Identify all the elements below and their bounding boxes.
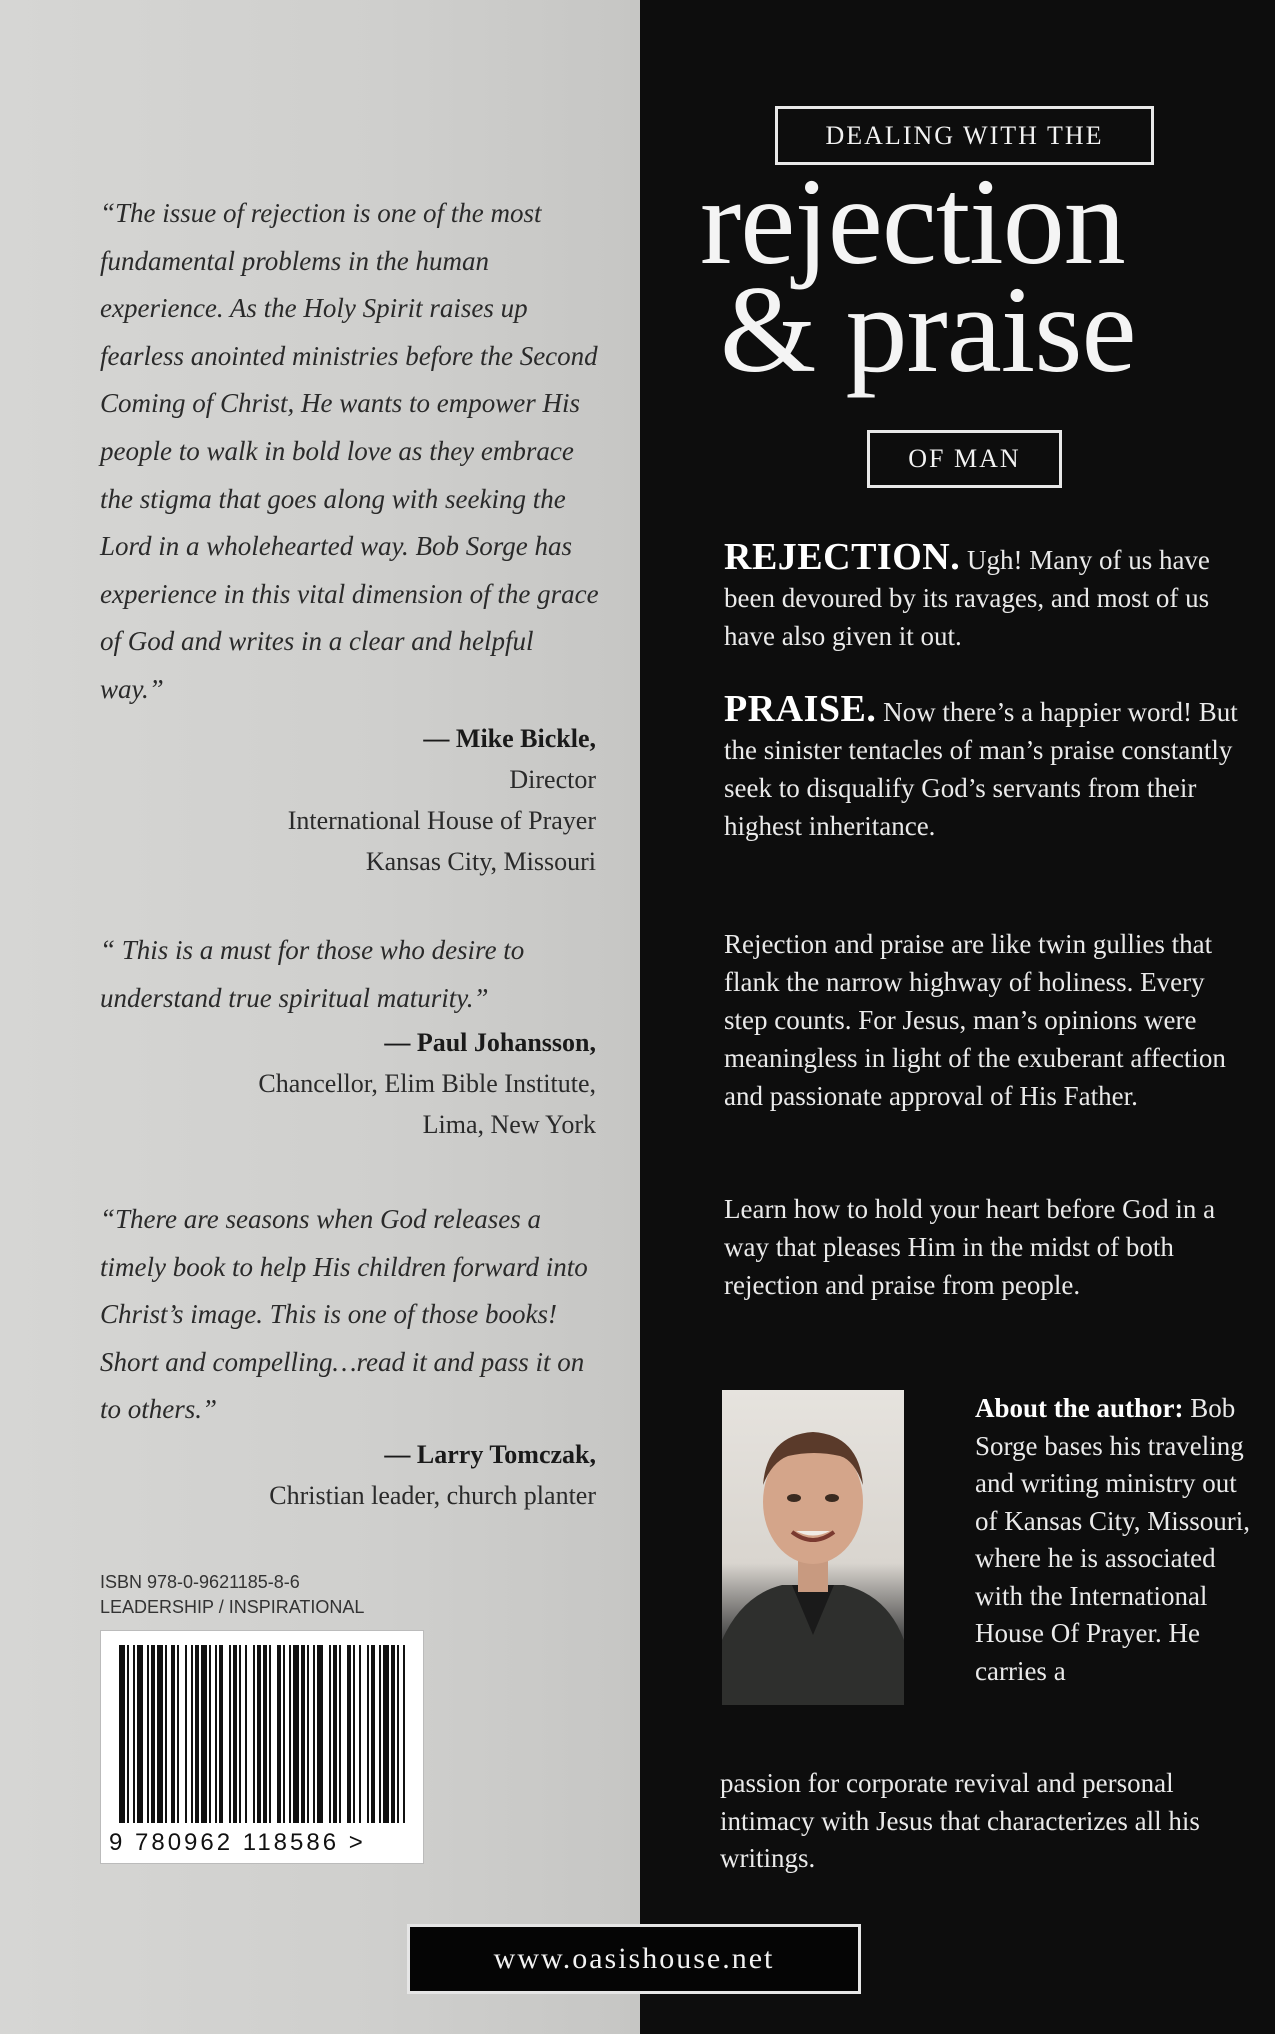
endorser-role-line: Christian leader, church planter [269,1480,596,1510]
title-suffix: OF MAN [867,430,1062,488]
description-paragraph: Rejection and praise are like twin gullies that flank the narrow highway of holiness. Every step counts. For Jesus, man’s opinions were meaningless in light of the exuberant affection and passionate approval of His Father. [724,929,1226,1111]
title-prefix: DEALING WITH THE [775,106,1154,165]
endorsement-quote: “There are seasons when God releases a timely book to help His children forward into Christ’s image. This is one of those books! Short and compelling…read it and pass it on to others.” [100,1204,588,1425]
endorsement-paul-johansson [100,927,600,1145]
endorser-role-line: Chancellor, Elim Bible Institute, [258,1069,596,1099]
barcode-digits: 9 780962 118586 > [109,1829,366,1856]
author-portrait-icon [722,1390,904,1705]
endorser-name: — Paul Johansson, [384,1028,596,1058]
book-category: LEADERSHIP / INSPIRATIONAL [100,1597,365,1617]
endorser-role-line: Lima, New York [422,1110,596,1140]
isbn-info [100,1570,364,1620]
author-bio [975,1390,1255,1690]
endorsement-quote: “ This is a must for those who desire to understand true spiritual maturity.” [100,935,525,1013]
description-paragraph [724,690,1244,845]
author-photo [722,1390,904,1705]
description-lead: REJECTION. [724,536,961,578]
endorsement-quote: “The issue of rejection is one of the most fundamental problems in the human experience. As the Holy Spirit raises up fearless anointed ministries before the Second Coming of Christ, He wants to empower His people to walk in bold love as they embrace the stigma that goes along with seeking the Lord in a wholehearted way. Bob Sorge has experience in this vital dimension of the grace of God and writes in a clear and helpful way.” [100,198,599,704]
description-text: Ugh! Many of us have been devoured by its ravages, and most of us have also given it out. [724,545,1210,651]
author-bio-text: Bob Sorge bases his traveling and writing ministry out of Kansas City, Missouri, where he is associated with the International House Of Prayer. He carries a [975,1393,1250,1686]
endorsement-attribution [100,1434,600,1516]
book-title-line: rejection [700,153,1125,290]
endorsement-attribution [100,1022,600,1145]
endorsement-attribution [100,718,600,882]
endorser-role-line: International House of Prayer [287,805,596,835]
description-lead: PRAISE. [724,688,877,730]
description-paragraph [724,538,1244,655]
endorsement-mike-bickle [100,190,600,882]
author-bio-lead: About the author: [975,1393,1184,1423]
endorser-role-line: Director [509,764,596,794]
isbn-number: ISBN 978-0-9621185-8-6 [100,1572,300,1592]
endorsement-larry-tomczak [100,1196,600,1516]
book-title-line: & praise [720,261,1136,398]
endorser-name: — Larry Tomczak, [384,1439,596,1469]
publisher-url[interactable]: www.oasishouse.net [407,1924,861,1994]
description-text: Now there’s a happier word! But the sinister tentacles of man’s praise constantly seek to disqualify God’s servants from their highest inheritance. [724,697,1238,841]
endorser-name: — Mike Bickle, [423,723,596,753]
barcode [100,1630,424,1864]
description-paragraph: Learn how to hold your heart before God in a way that pleases Him in the midst of both rejection and praise from people. [724,1194,1216,1300]
author-bio-continued: passion for corporate revival and personal intimacy with Jesus that characterizes all his writings. [720,1768,1200,1873]
endorser-role-line: Kansas City, Missouri [365,846,596,876]
book-title [700,153,1260,398]
